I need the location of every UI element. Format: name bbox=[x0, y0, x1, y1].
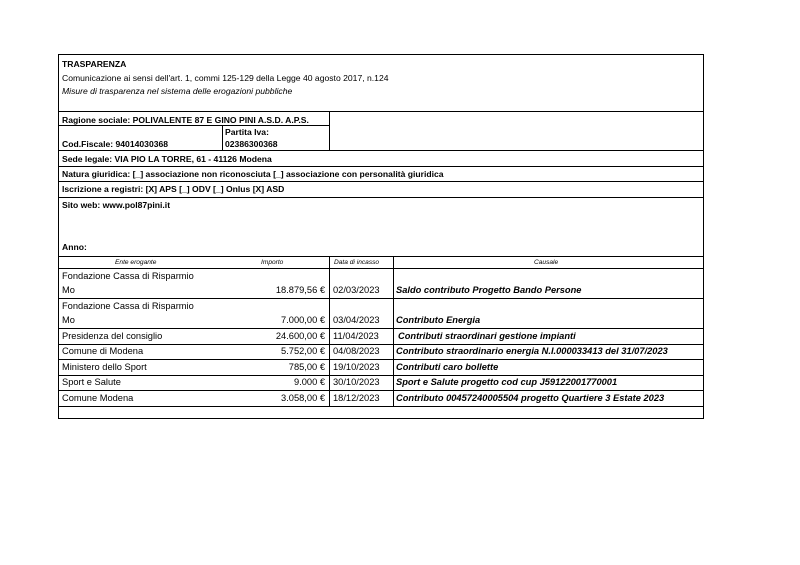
table-cell-importo: 3.058,00 € bbox=[281, 393, 325, 403]
header-importo: Importo bbox=[261, 259, 284, 266]
table-cell-data: 18/12/2023 bbox=[333, 393, 380, 403]
table-cell-data: 04/08/2023 bbox=[333, 346, 380, 356]
table-cell-causale: Contributo Energia bbox=[396, 315, 481, 325]
table-cell-ente: Comune Modena bbox=[62, 393, 134, 403]
table-cell-causale: Sport e Salute progetto cod cup J59122001770001 bbox=[396, 377, 618, 387]
divider bbox=[59, 181, 703, 182]
table-cell-causale: Contributi caro bollette bbox=[396, 362, 499, 372]
table-cell-data: 30/10/2023 bbox=[333, 377, 380, 387]
column-divider bbox=[393, 256, 394, 406]
row-divider bbox=[59, 406, 703, 407]
law-reference: Comunicazione ai sensi dell'art. 1, commi 125-129 della Legge 40 agosto 2017, n.124 bbox=[62, 73, 389, 83]
ragione-sociale: Ragione sociale: POLIVALENTE 87 E GINO PINI A.S.D. A.P.S. bbox=[62, 115, 309, 125]
cell-divider bbox=[329, 111, 330, 150]
anno-label: Anno: bbox=[62, 242, 87, 252]
table-cell-importo: 18.879,56 € bbox=[275, 285, 325, 295]
row-divider bbox=[59, 298, 703, 299]
divider bbox=[59, 125, 330, 126]
table-cell-data: 02/03/2023 bbox=[333, 285, 380, 295]
table-cell-importo: 24.600,00 € bbox=[275, 331, 325, 341]
table-cell-causale: Saldo contributo Progetto Bando Persone bbox=[396, 285, 582, 295]
table-cell-importo: 9.000 € bbox=[293, 377, 325, 387]
cell-divider bbox=[222, 125, 223, 150]
natura-giuridica: Natura giuridica: [_] associazione non riconosciuta [_] associazione con personalità giuridica bbox=[62, 169, 444, 179]
table-cell-ente: Fondazione Cassa di Risparmio bbox=[62, 271, 194, 281]
transparency-form bbox=[58, 54, 704, 419]
table-cell-ente: Mo bbox=[62, 315, 75, 325]
table-cell-ente: Fondazione Cassa di Risparmio bbox=[62, 301, 194, 311]
column-divider bbox=[329, 256, 330, 406]
row-divider bbox=[59, 390, 703, 391]
table-cell-ente: Sport e Salute bbox=[62, 377, 121, 387]
header-ente: Ente erogante bbox=[115, 259, 157, 266]
table-cell-ente: Mo bbox=[62, 285, 75, 295]
row-divider bbox=[59, 328, 703, 329]
table-cell-ente: Ministero dello Sport bbox=[62, 362, 147, 372]
table-cell-data: 11/04/2023 bbox=[333, 331, 379, 341]
header-data: Data di incasso bbox=[334, 259, 380, 266]
divider bbox=[59, 166, 703, 167]
table-cell-causale: Contributo 00457240005504 progetto Quartiere 3 Estate 2023 bbox=[396, 393, 665, 403]
row-divider bbox=[59, 344, 703, 345]
divider bbox=[59, 197, 703, 198]
partita-iva-value: 02386300368 bbox=[225, 139, 278, 149]
row-divider bbox=[59, 375, 703, 376]
divider bbox=[59, 256, 703, 257]
table-cell-ente: Comune di Modena bbox=[62, 346, 144, 356]
table-cell-causale: Contributi straordinari gestione impianti bbox=[398, 331, 576, 341]
row-divider bbox=[59, 359, 703, 360]
table-cell-ente: Presidenza del consiglio bbox=[62, 331, 163, 341]
partita-iva-label: Partita Iva: bbox=[225, 127, 269, 137]
sede-legale: Sede legale: VIA PIO LA TORRE, 61 - 41126 Modena bbox=[62, 154, 272, 164]
table-header-divider bbox=[59, 268, 703, 269]
iscrizione-registri: Iscrizione a registri: [X] APS [_] ODV [_] Onlus [X] ASD bbox=[62, 184, 285, 194]
subtitle: Misure di trasparenza nel sistema delle erogazioni pubbliche bbox=[62, 86, 293, 96]
codice-fiscale: Cod.Fiscale: 94014030368 bbox=[62, 139, 169, 149]
table-cell-data: 03/04/2023 bbox=[333, 315, 380, 325]
sito-web: Sito web: www.pol87pini.it bbox=[62, 200, 171, 210]
divider bbox=[59, 150, 703, 151]
form-title: TRASPARENZA bbox=[62, 59, 127, 69]
divider bbox=[59, 111, 703, 112]
header-causale: Causale bbox=[534, 259, 559, 266]
table-cell-causale: Contributo straordinario energia N.I.000033413 del 31/07/2023 bbox=[396, 346, 668, 356]
table-cell-data: 19/10/2023 bbox=[333, 362, 380, 372]
table-cell-importo: 785,00 € bbox=[288, 362, 325, 372]
table-cell-importo: 5.752,00 € bbox=[281, 346, 325, 356]
table-cell-importo: 7.000,00 € bbox=[281, 315, 325, 325]
